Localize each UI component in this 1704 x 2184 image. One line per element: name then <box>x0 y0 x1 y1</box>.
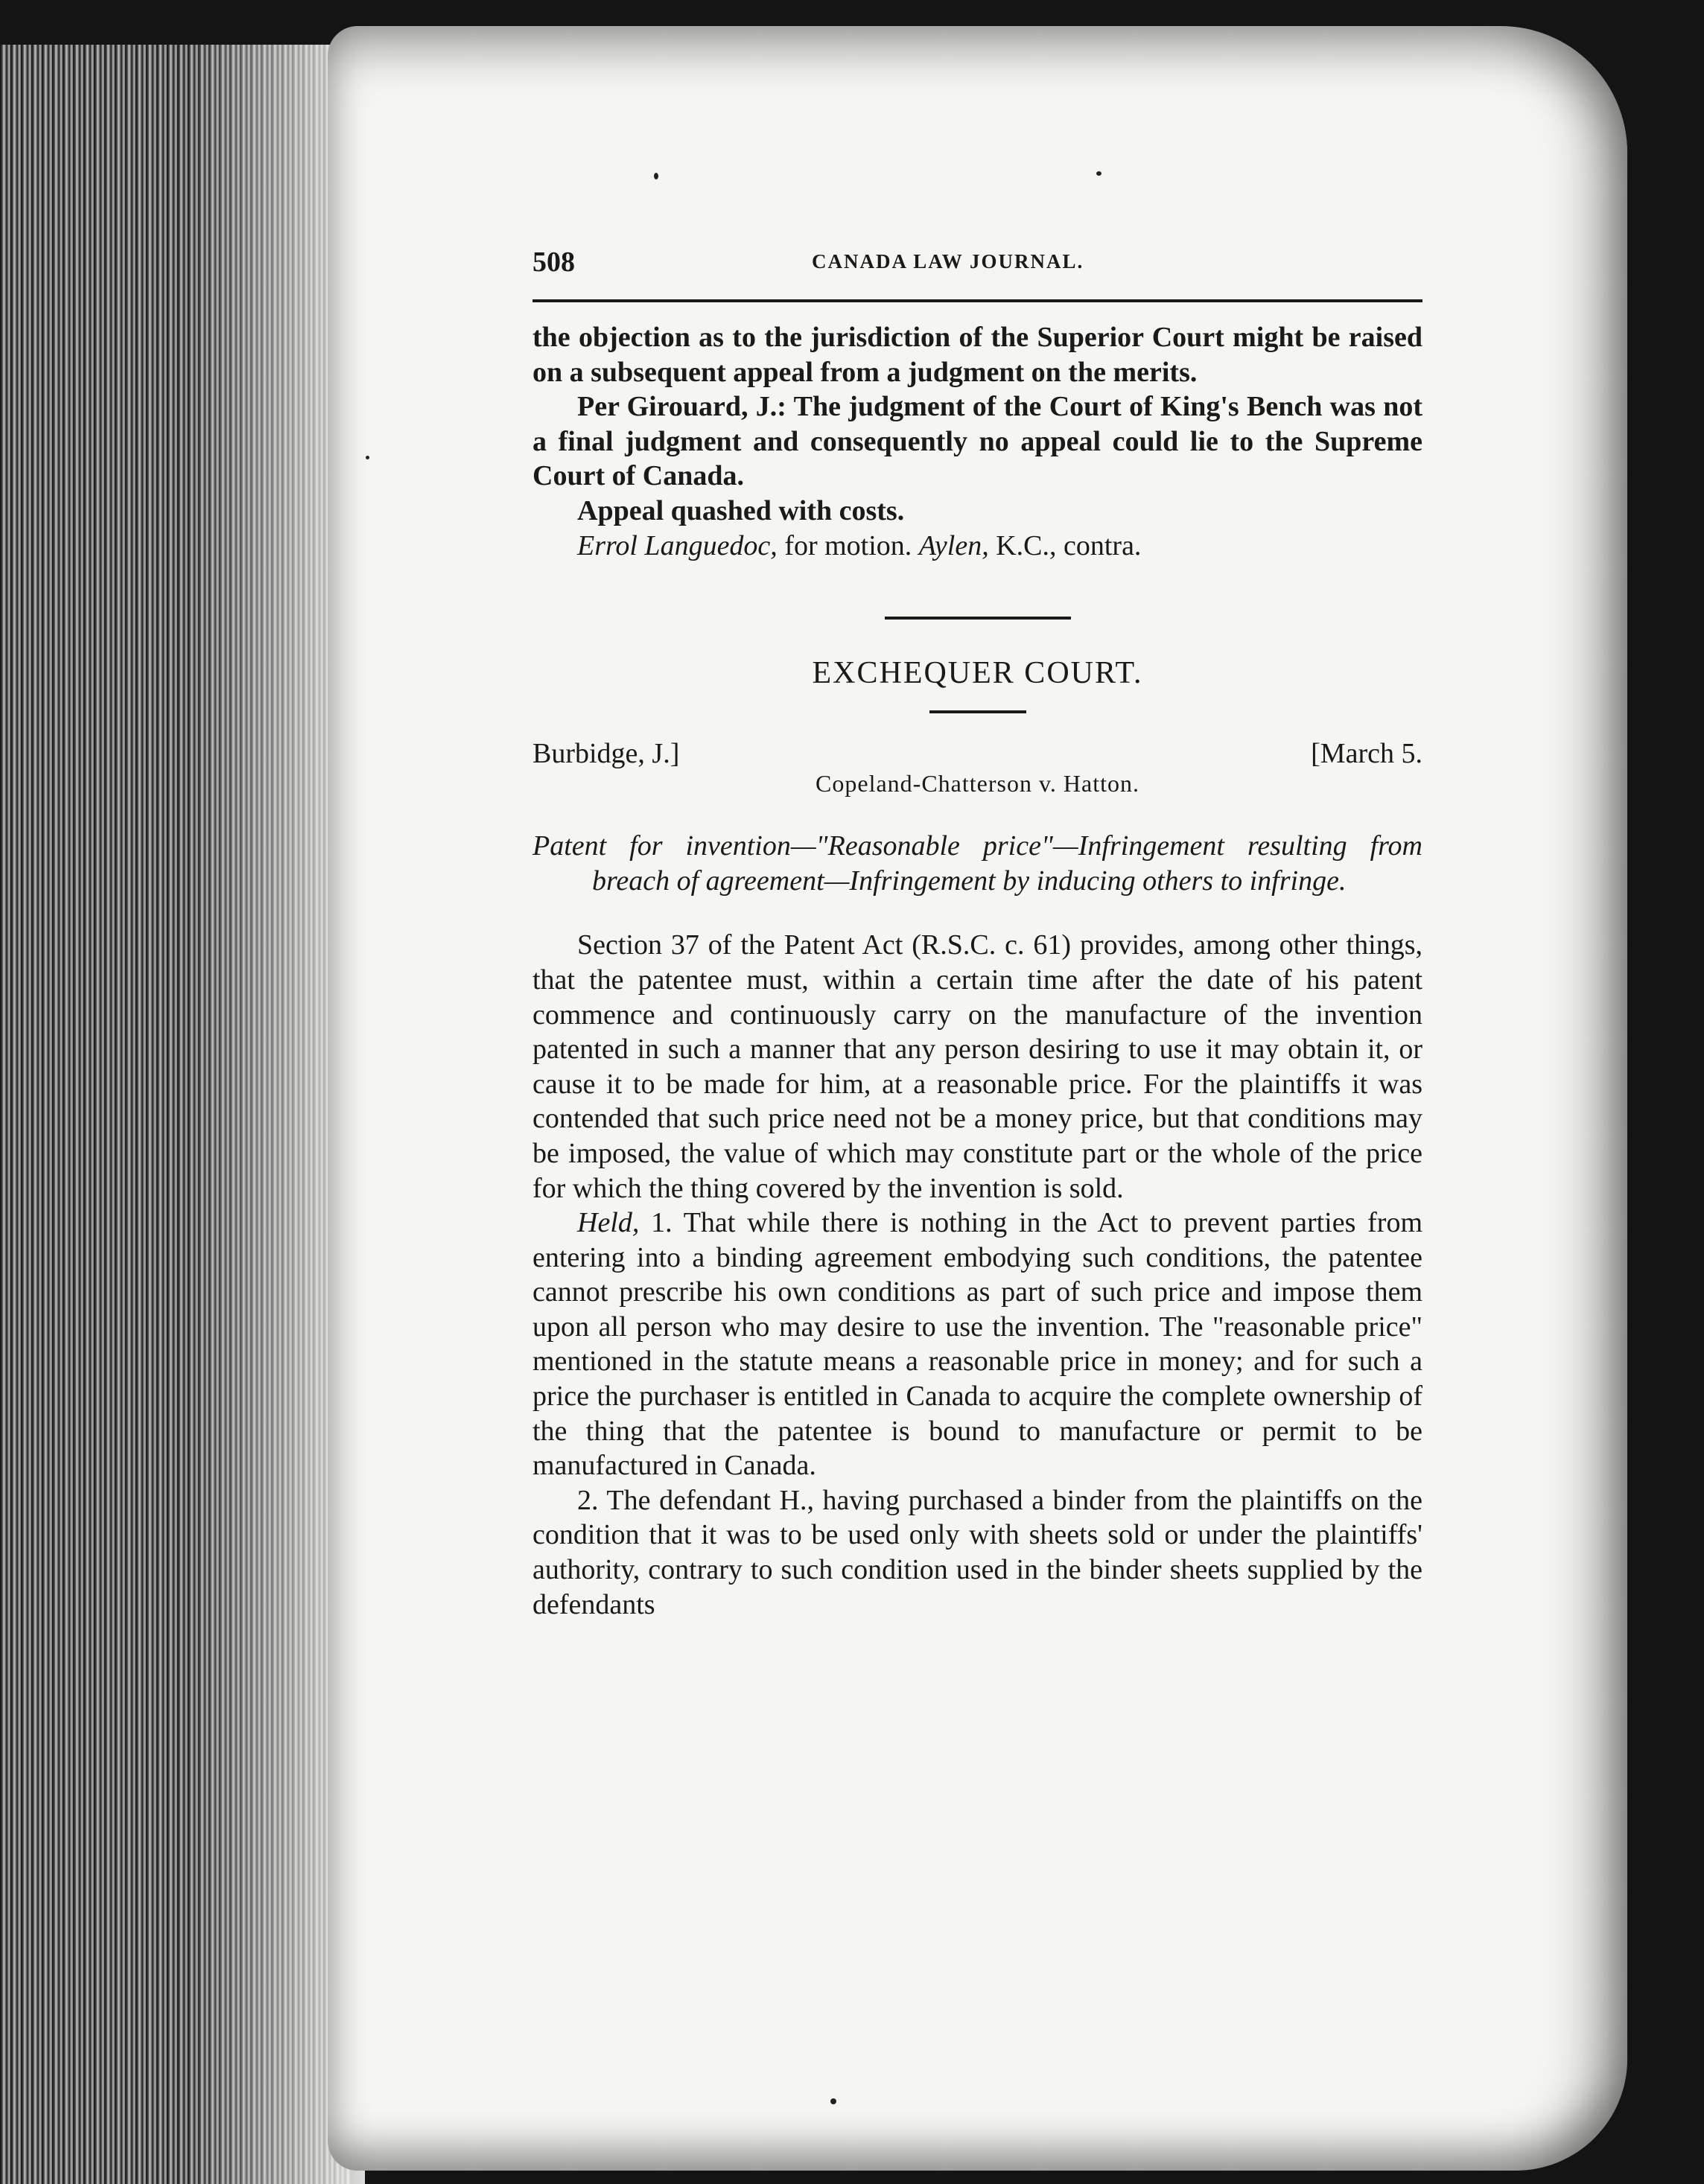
case-summary <box>532 928 1422 1622</box>
appeal-outcome: Appeal quashed with costs. <box>577 494 905 526</box>
page-content <box>532 246 1422 1622</box>
counsel-2-role: K.C., contra. <box>988 529 1142 561</box>
page-header <box>532 246 1422 283</box>
case-headnote: Patent for invention—"Reasonable price"—Infringement resulting from breach of agreement—Infringement by inducing others to infringe. <box>532 830 1422 897</box>
counsel-line <box>532 529 1422 564</box>
court-title-rule <box>929 710 1026 713</box>
continuation-paragraph: the objection as to the jurisdiction of the Superior Court might be raised on a subsequent appeal from a judgment on the merits. <box>532 322 1422 388</box>
counsel-1-role: for motion. <box>777 529 919 561</box>
decision-date: [March 5. <box>1311 738 1422 770</box>
held-label: Held, <box>577 1207 640 1239</box>
judge-name: Burbidge, J.] <box>532 738 680 770</box>
held-point-1: 1. That while there is nothing in the Act to prevent parties from entering into a binding agreement embodying such conditions, the patentee cannot prescribe his own conditions as part of such price and impose them upon all person who may desire to use the invention. The "reasonable price" mentioned in the statute means a reasonable price in money; and for such a price the purchaser is entitled in Canada to acquire the complete ownership of the thing that the patentee is bound to manufacture or permit to be manufactured in Canada. <box>532 1207 1422 1482</box>
case-name: Copeland-Chatterson v. Hatton. <box>816 770 1139 797</box>
court-title: EXCHEQUER COURT. <box>812 656 1143 691</box>
scan-speck <box>366 456 369 459</box>
girouard-opinion: Per Girouard, J.: The judgment of the Court of King's Bench was not a final judgment and consequently no appeal could lie to the Supreme Court of Canada. <box>532 391 1422 492</box>
summary-paragraph-2 <box>532 1206 1422 1483</box>
case-judge-date-line <box>532 737 1422 770</box>
summary-paragraph-1: Section 37 of the Patent Act (R.S.C. c. 61) provides, among other things, that the patentee must, within a certain time after the date of his patent commence and continuously carry on the manufacture of the invention patented in such a manner that any person desiring to use it may obtain it, or cause it to be made for him, at a reasonable price. For the plaintiffs it was contended that such price need not be a money price, but that conditions may be imposed, the value of which may constitute part or the whole of the price for which the thing covered by the invention is sold. <box>532 929 1422 1204</box>
running-head: CANADA LAW JOURNAL. <box>812 250 1084 273</box>
page-number: 508 <box>532 246 575 278</box>
scan-speck <box>654 173 658 179</box>
summary-paragraph-3: 2. The defendant H., having purchased a binder from the plaintiffs on the condition that it was to be used only with sheets sold or under the plaintiffs' authority, contrary to such condition used in the binder sheets supplied by the defendants <box>532 1484 1422 1620</box>
continuation-section <box>532 320 1422 529</box>
scan-speck <box>1096 171 1101 176</box>
counsel-1-name: Errol Languedoc, <box>577 529 778 561</box>
section-divider <box>885 617 1071 620</box>
counsel-2-name: Aylen, <box>918 529 989 561</box>
header-rule <box>532 299 1422 302</box>
scan-speck <box>830 2098 836 2104</box>
